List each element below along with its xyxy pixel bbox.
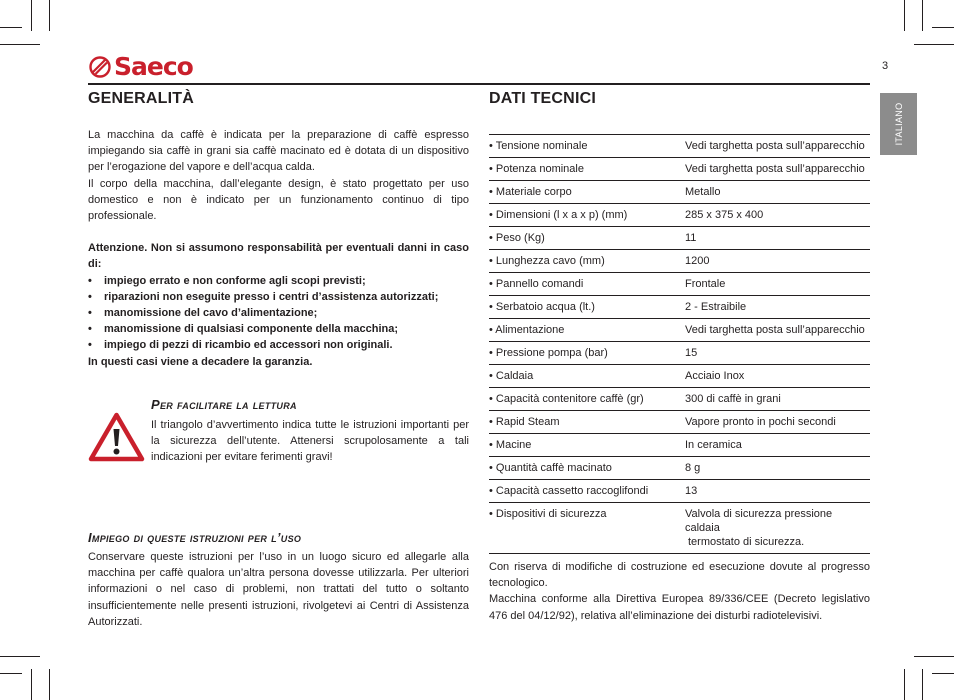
spec-value-line: Vapore pronto in pochi secondi [685, 416, 836, 428]
spec-label: • Potenza nominale [489, 163, 584, 175]
table-row [489, 433, 870, 456]
spec-label: • Quantità caffè macinato [489, 462, 612, 474]
table-row [489, 479, 870, 502]
spec-value-line: Frontale [685, 278, 726, 290]
section-title-dati-tecnici: DATI TECNICI [489, 90, 596, 107]
spec-value-line: 11 [685, 232, 697, 244]
spec-label: • Pannello comandi [489, 278, 584, 290]
spec-label: • Peso (Kg) [489, 232, 545, 244]
spec-label: • Tensione nominale [489, 140, 588, 152]
spec-value [685, 369, 870, 383]
spec-value-line: Vedi targhetta posta sull’apparecchio [685, 163, 865, 175]
spec-label: • Lunghezza cavo (mm) [489, 255, 605, 267]
table-row [489, 135, 870, 157]
generalita-body [88, 127, 469, 370]
header-rule [88, 83, 870, 85]
spec-value [685, 415, 870, 429]
spec-value-line: 8 g [685, 462, 701, 474]
saeco-logo-icon [89, 56, 111, 78]
list-item: • impiego di pezzi di ricambio ed accessori non originali. [88, 337, 469, 353]
warning-list [88, 273, 469, 354]
spec-value [685, 139, 870, 153]
crop-mark [904, 0, 905, 31]
spec-value [685, 162, 870, 176]
spec-table [489, 134, 870, 554]
warranty-note: In questi casi viene a decadere la garanzia. [88, 355, 313, 368]
saeco-logo [89, 54, 193, 79]
subsection-title-usage: Impiego di queste istruzioni per l’uso [88, 530, 302, 545]
list-item: • manomissione di qualsiasi componente della macchina; [88, 321, 469, 337]
crop-mark [0, 656, 40, 657]
spec-value-line: 13 [685, 485, 698, 497]
crop-mark [31, 669, 32, 700]
spec-label: • Rapid Steam [489, 416, 560, 428]
table-row [489, 364, 870, 387]
table-row [489, 456, 870, 479]
table-row [489, 180, 870, 203]
spec-value-line: 1200 [685, 255, 710, 267]
spec-value [685, 484, 870, 498]
crop-mark [932, 27, 954, 28]
spec-label: • Dispositivi di sicurezza [489, 508, 607, 520]
spec-label: • Serbatoio acqua (lt.) [489, 301, 595, 313]
spec-value [685, 231, 870, 245]
crop-mark [914, 44, 954, 45]
page-number: 3 [882, 60, 889, 72]
spec-label: • Dimensioni (l x a x p) (mm) [489, 209, 628, 221]
list-item: • riparazioni non eseguite presso i centri d’assistenza autorizzati; [88, 289, 469, 305]
list-item: • manomissione del cavo d’alimentazione; [88, 305, 469, 321]
spec-value-line: In ceramica [685, 439, 742, 451]
intro-paragraph: Il corpo della macchina, dall’elegante design, è stato progettato per uso domestico e non è indicato per un funzionamento continuo di tipo professionale. [88, 177, 469, 223]
spec-label: • Alimentazione [489, 324, 565, 336]
reading-text: Il triangolo d’avvertimento indica tutte le istruzioni importanti per la sicurezza dell’utente. Attenersi scrupolosamente a tali indicazioni per evitare ferimenti gravi! [151, 419, 469, 464]
crop-mark [904, 669, 905, 700]
spec-value [685, 254, 870, 268]
crop-mark [0, 673, 22, 674]
crop-mark [0, 44, 40, 45]
spec-label: • Macine [489, 439, 532, 451]
spec-value-line: termostato di sicurezza. [688, 536, 805, 548]
crop-mark [0, 27, 22, 28]
spec-value [685, 438, 870, 452]
crop-mark [49, 669, 50, 700]
usage-text: Conservare queste istruzioni per l’uso in un luogo sicuro ed allegarle alla macchina per caffè qualora un’altra persona dovesse utilizzarla. Per ulteriori informazioni o nel caso di problemi, non trattati del tutto o soltanto insufficientemente nelle presenti istruzioni, rivolgetevi ai Centri di Assistenza Autorizzati. [88, 551, 469, 628]
spec-label: • Caldaia [489, 370, 534, 382]
crop-mark [49, 0, 50, 31]
subsection-title-reading: Per facilitare la lettura [151, 397, 297, 412]
crop-mark [31, 0, 32, 31]
section-title-generalita: GENERALITÀ [88, 90, 194, 107]
table-row [489, 157, 870, 180]
table-row [489, 387, 870, 410]
crop-mark [922, 669, 923, 700]
spec-value-line: Valvola di sicurezza pressione caldaia [685, 508, 833, 534]
table-row [489, 272, 870, 295]
tech-notes [489, 559, 870, 624]
spec-value-line: Acciaio Inox [685, 370, 745, 382]
spec-value-line: 15 [685, 347, 698, 359]
crop-mark [932, 673, 954, 674]
table-row [489, 295, 870, 318]
tech-note: Macchina conforme alla Direttiva Europea 89/336/CEE (Decreto legislativo 476 del 04/12/92), relativa all’eliminazione dei disturbi radiotelevisivi. [489, 593, 870, 622]
spec-value [685, 392, 870, 406]
table-row [489, 410, 870, 433]
spec-value [685, 277, 870, 291]
spec-value-line: Vedi targhetta posta sull’apparecchio [685, 324, 865, 336]
crop-mark [922, 0, 923, 31]
spec-value-line: 285 x 375 x 400 [685, 209, 764, 221]
list-item: • impiego errato e non conforme agli scopi previsti; [88, 273, 469, 289]
table-row [489, 226, 870, 249]
crop-mark [914, 656, 954, 657]
spec-value [685, 300, 870, 314]
spec-value [685, 507, 870, 549]
intro-paragraph: La macchina da caffè è indicata per la preparazione di caffè espresso impiegando sia caffè in grani sia caffè macinato ed è dotata di un dispositivo per l’erogazione del vapore e dell’acqua calda. [88, 129, 469, 174]
warning-lead: Attenzione. Non si assumono responsabilità per eventuali danni in caso di: [88, 242, 469, 271]
spec-value [685, 323, 870, 337]
table-row [489, 502, 870, 553]
language-tab-label: ITALIANO [893, 102, 904, 146]
spec-label: • Materiale corpo [489, 186, 572, 198]
spec-value-line: Vedi targhetta posta sull’apparecchio [685, 140, 865, 152]
table-row [489, 249, 870, 272]
table-row [489, 341, 870, 364]
tech-note: Con riserva di modifiche di costruzione ed esecuzione dovute al progresso tecnologico. [489, 561, 870, 590]
spec-value [685, 461, 870, 475]
spec-label: • Capacità cassetto raccoglifondi [489, 485, 649, 497]
table-row [489, 318, 870, 341]
spec-value-line: 300 di caffè in grani [685, 393, 781, 405]
spec-label: • Capacità contenitore caffè (gr) [489, 393, 644, 405]
table-row [489, 203, 870, 226]
spec-value-line: Metallo [685, 186, 721, 198]
spec-value [685, 185, 870, 199]
language-tab [880, 93, 917, 155]
brand-name: Saeco [114, 52, 193, 81]
spec-value-line: 2 - Estraibile [685, 301, 747, 313]
spec-label: • Pressione pompa (bar) [489, 347, 608, 359]
warning-triangle-icon [88, 412, 145, 462]
spec-value [685, 346, 870, 360]
spec-value [685, 208, 870, 222]
